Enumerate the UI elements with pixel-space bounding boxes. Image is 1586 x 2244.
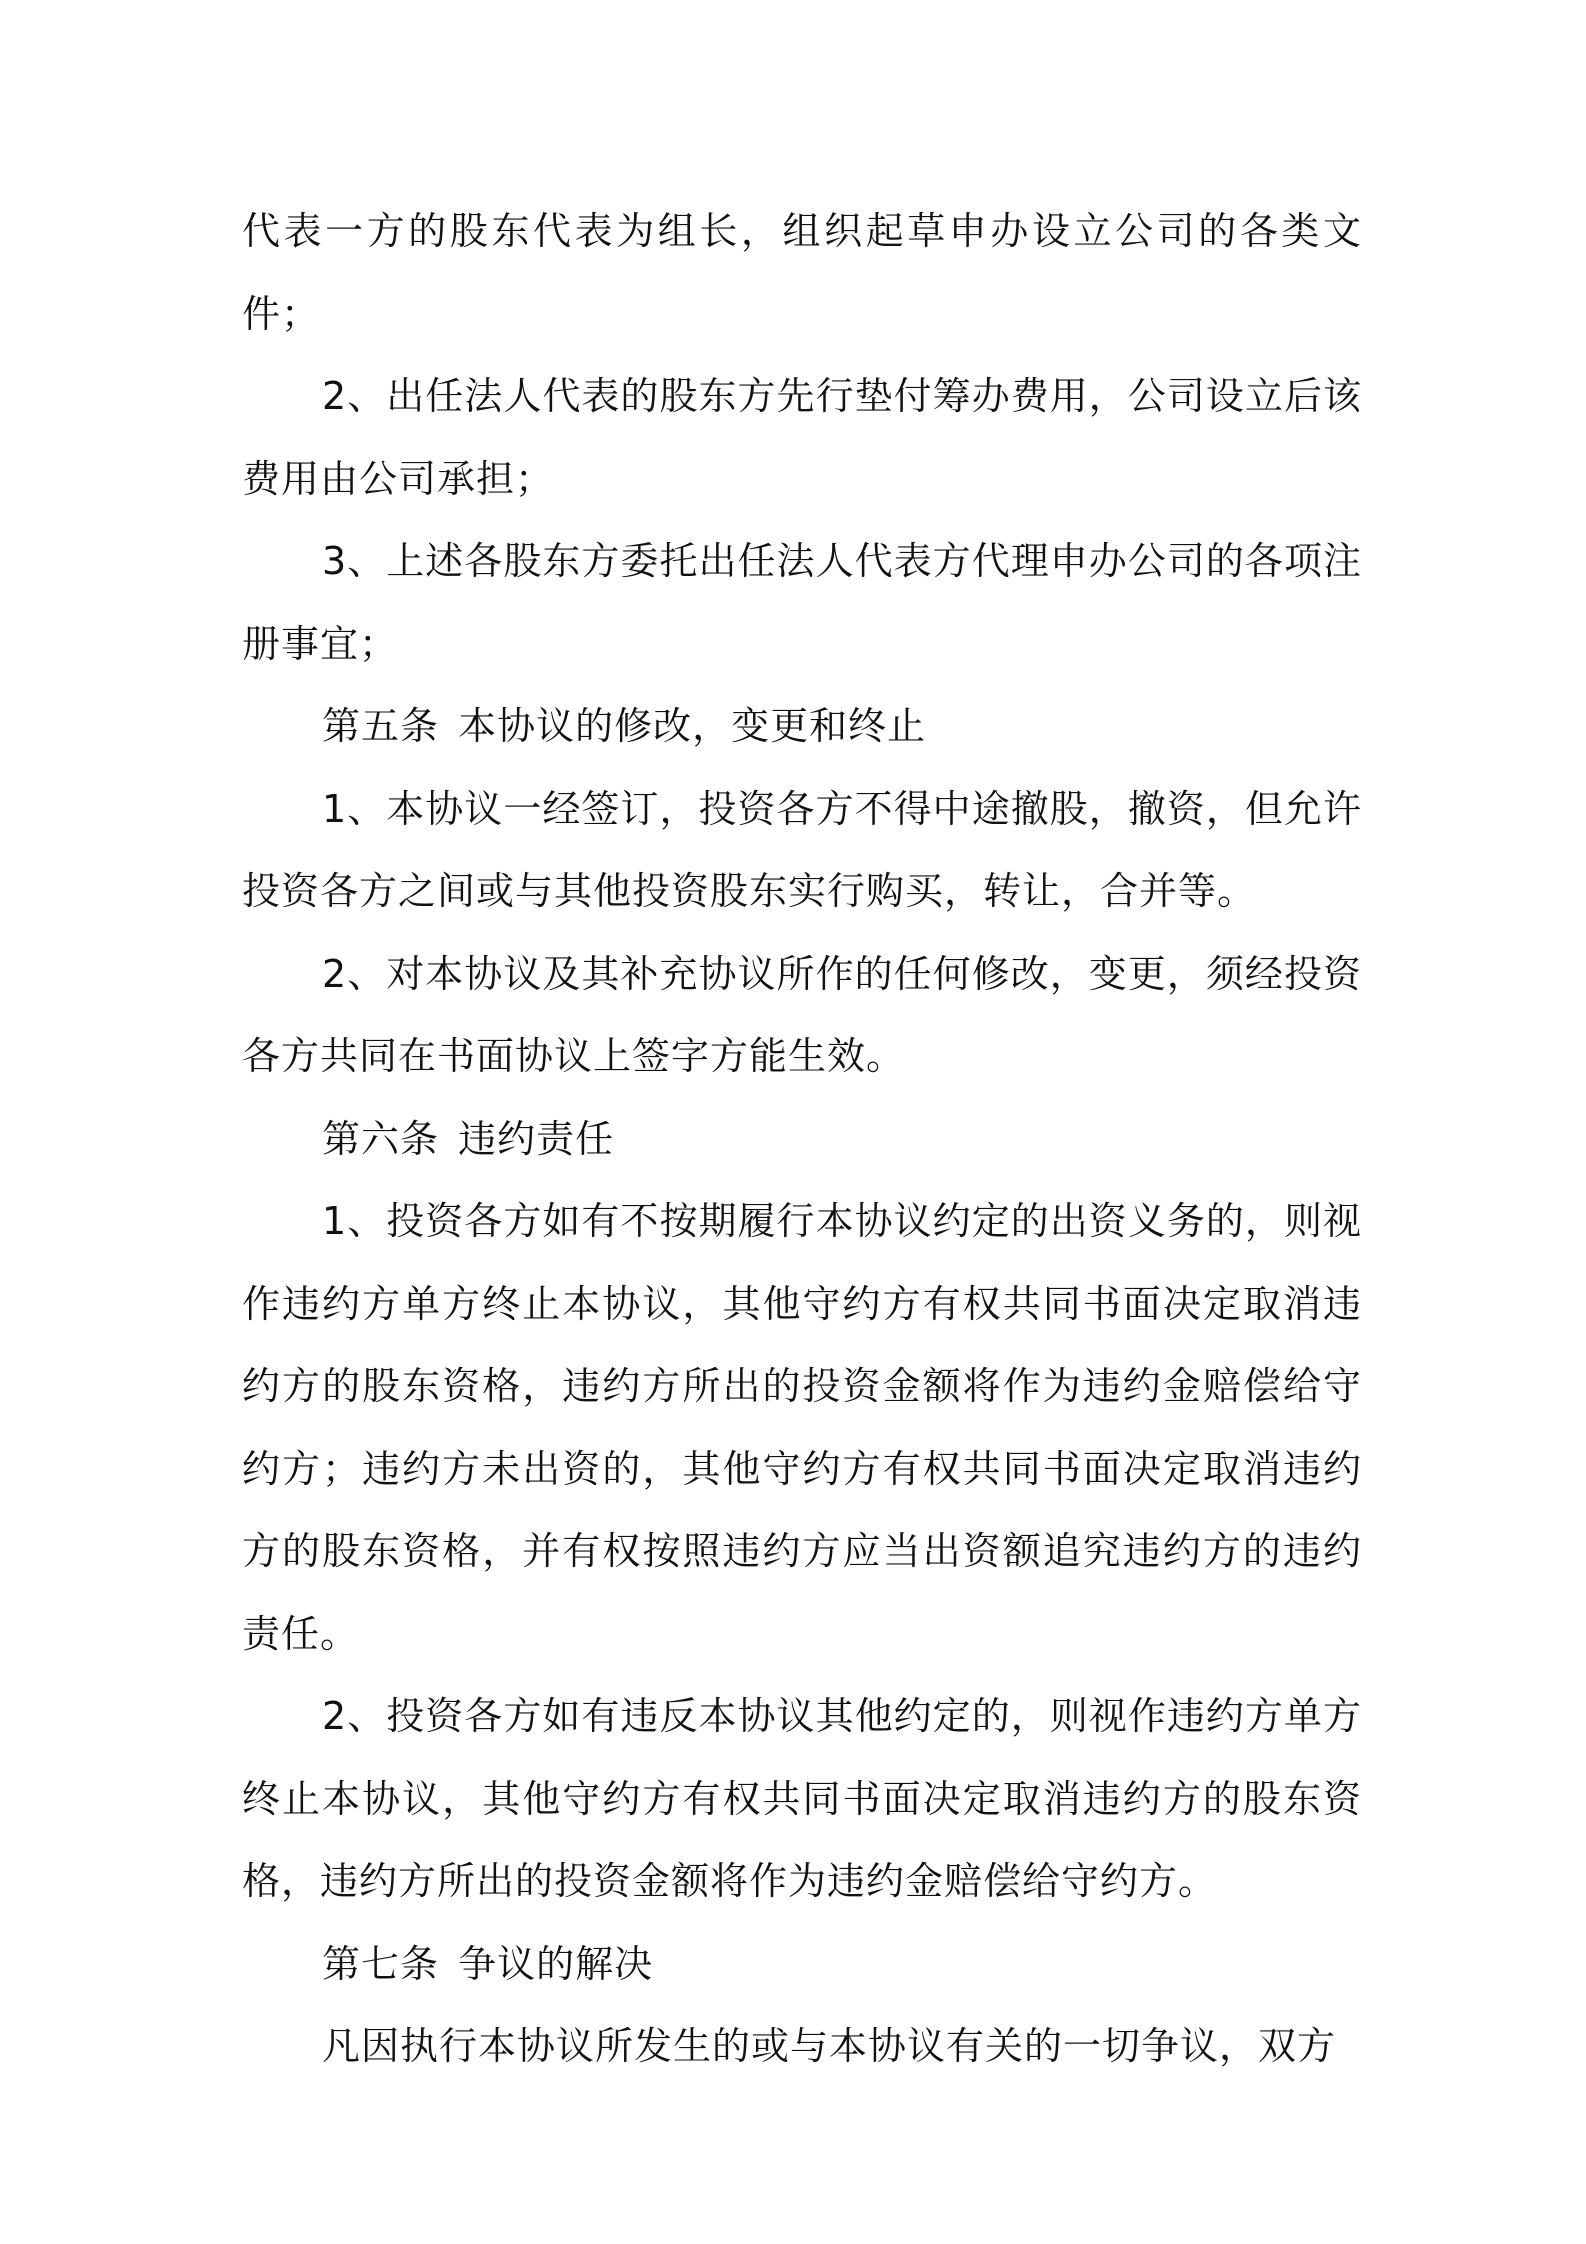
article-6-heading: 第六条 违约责任 — [322, 1116, 615, 1161]
paragraph-clause-4-2: 2、出任法人代表的股东方先行垫付筹办费用，公司设立后该费用由公司承担； — [242, 374, 1362, 501]
paragraph-clause-7-1: 凡因执行本协议所发生的或与本协议有关的一切争议，双方 — [322, 2024, 1337, 2068]
document-body — [242, 190, 1362, 2088]
paragraph-clause-5-1: 1、本协议一经签订，投资各方不得中途撤股，撤资，但允许投资各方之间或与其他投资股东实行购买，转让，合并等。 — [242, 786, 1362, 913]
article-7-heading: 第七条 争议的解决 — [322, 1941, 654, 1986]
paragraph-clause-6-2: 2、投资各方如有违反本协议其他约定的，则视作违约方单方终止本协议，其他守约方有权共同书面决定取消违约方的股东资格，违约方所出的投资金额将作为违约金赔偿给守约方。 — [242, 1694, 1362, 1903]
paragraph-continuation: 代表一方的股东代表为组长，组织起草申办设立公司的各类文件； — [242, 209, 1362, 336]
paragraph-clause-4-3: 3、上述各股东方委托出任法人代表方代理申办公司的各项注册事宜； — [242, 539, 1362, 666]
paragraph-clause-6-1: 1、投资各方如有不按期履行本协议约定的出资义务的，则视作违约方单方终止本协议，其他守约方有权共同书面决定取消违约方的股东资格，违约方所出的投资金额将作为违约金赔偿给守约方；违约方未出资的，其他守约方有权共同书面决定取消违约方的股东资格，并有权按照违约方应当出资额追究违约方的违约责任。 — [242, 1199, 1362, 1656]
paragraph-clause-5-2: 2、对本协议及其补充协议所作的任何修改，变更，须经投资各方共同在书面协议上签字方能生效。 — [242, 951, 1362, 1078]
article-5-heading: 第五条 本协议的修改，变更和终止 — [322, 704, 927, 748]
